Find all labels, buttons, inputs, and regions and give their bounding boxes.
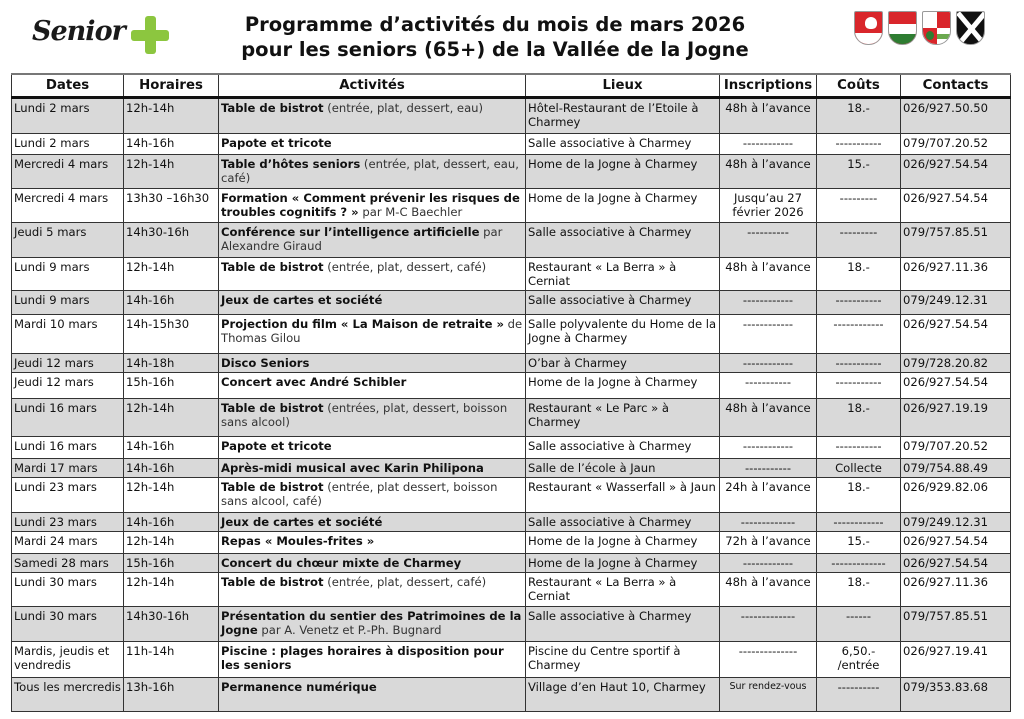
cell-activity: [219, 459, 526, 478]
cell-date: Lundi 2 mars: [12, 98, 124, 134]
table-row: [12, 459, 1011, 478]
cell-contact: 026/927.19.19: [901, 399, 1011, 437]
cell-place: Home de la Jogne à Charmey: [526, 554, 720, 573]
cell-activity: [219, 373, 526, 399]
column-header-couts: Coûts: [817, 74, 901, 98]
cell-time: 14h-16h: [124, 437, 219, 459]
column-header-inscriptions: Inscriptions: [720, 74, 817, 98]
activities-table: [11, 73, 1011, 712]
cell-contact: 079/757.85.51: [901, 223, 1011, 258]
cell-contact: 079/707.20.52: [901, 437, 1011, 459]
cell-registration: ----------: [720, 223, 817, 258]
cell-date: Jeudi 12 mars: [12, 373, 124, 399]
cell-date: Lundi 30 mars: [12, 607, 124, 642]
activity-title: Repas « Moules-frites »: [221, 534, 375, 548]
cell-time: 14h30-16h: [124, 607, 219, 642]
cell-cost: -----------: [817, 134, 901, 155]
cell-time: 12h-14h: [124, 399, 219, 437]
cell-registration: 48h à l’avance: [720, 573, 817, 607]
cell-place: Home de la Jogne à Charmey: [526, 532, 720, 554]
cell-cost: -----------: [817, 437, 901, 459]
cell-cost: ------: [817, 607, 901, 642]
cell-registration: 48h à l’avance: [720, 98, 817, 134]
cell-time: 11h-14h: [124, 642, 219, 678]
cell-activity: [219, 134, 526, 155]
table-row: [12, 98, 1011, 134]
table-row: [12, 315, 1011, 354]
cell-place: Salle associative à Charmey: [526, 607, 720, 642]
cell-cost: -----------: [817, 373, 901, 399]
cell-activity: [219, 607, 526, 642]
cell-contact: 079/754.88.49: [901, 459, 1011, 478]
cell-contact: 026/927.54.54: [901, 532, 1011, 554]
activity-details: (entrée, plat, dessert, café): [323, 575, 487, 589]
cell-date: Mardis, jeudis et vendredis: [12, 642, 124, 678]
cell-time: 15h-16h: [124, 373, 219, 399]
cell-cost: 18.-: [817, 573, 901, 607]
cell-registration: -------------: [720, 513, 817, 532]
crest-charmey-icon: [854, 11, 883, 45]
cell-time: 14h-16h: [124, 459, 219, 478]
cell-contact: 026/927.54.54: [901, 155, 1011, 189]
cell-activity: [219, 315, 526, 354]
cell-date: Lundi 9 mars: [12, 258, 124, 291]
cell-registration: ------------: [720, 315, 817, 354]
cell-contact: 026/927.54.54: [901, 189, 1011, 223]
activity-details: (entrée, plat, dessert, eau, café): [221, 157, 519, 185]
cell-date: Jeudi 5 mars: [12, 223, 124, 258]
crest-val-de-charmey-icon: [888, 11, 917, 45]
activity-title: Papote et tricote: [221, 136, 332, 150]
cell-time: 12h-14h: [124, 478, 219, 513]
cell-activity: [219, 478, 526, 513]
cell-cost: ---------: [817, 189, 901, 223]
cell-activity: [219, 532, 526, 554]
cell-place: Salle associative à Charmey: [526, 513, 720, 532]
column-header-horaires: Horaires: [124, 74, 219, 98]
table-row: [12, 642, 1011, 678]
cell-contact: 026/927.11.36: [901, 573, 1011, 607]
table-row: [12, 354, 1011, 373]
cell-activity: [219, 554, 526, 573]
cell-registration: ------------: [720, 554, 817, 573]
cell-time: 14h-18h: [124, 354, 219, 373]
cell-contact: 079/249.12.31: [901, 513, 1011, 532]
cell-place: Home de la Jogne à Charmey: [526, 155, 720, 189]
cell-contact: 026/927.54.54: [901, 554, 1011, 573]
table-row: [12, 134, 1011, 155]
cell-activity: [219, 155, 526, 189]
cell-time: 13h30 –16h30: [124, 189, 219, 223]
cell-registration: -------------: [720, 607, 817, 642]
activity-title: Jeux de cartes et société: [221, 293, 383, 307]
cell-time: 12h-14h: [124, 573, 219, 607]
cell-activity: [219, 189, 526, 223]
activity-details: de Thomas Gilou: [221, 317, 523, 345]
cell-date: Lundi 23 mars: [12, 478, 124, 513]
activity-title: Table de bistrot: [221, 401, 324, 415]
table-row: [12, 189, 1011, 223]
activity-title: Table d’hôtes seniors: [221, 157, 361, 171]
cell-place: Restaurant « La Berra » à Cerniat: [526, 573, 720, 607]
cell-activity: [219, 573, 526, 607]
cell-date: Jeudi 12 mars: [12, 354, 124, 373]
cell-contact: 079/353.83.68: [901, 678, 1011, 712]
senior-plus-logo: [28, 10, 173, 60]
cell-registration: ------------: [720, 354, 817, 373]
activity-title: Conférence sur l’intelligence artificielle: [221, 225, 480, 239]
cell-cost: 6,50.- /entrée: [817, 642, 901, 678]
cell-time: 12h-14h: [124, 98, 219, 134]
cell-registration: ------------: [720, 437, 817, 459]
crest-jaun-cerniat-icon: [922, 11, 951, 45]
cell-registration: 72h à l’avance: [720, 532, 817, 554]
table-row: [12, 399, 1011, 437]
cell-activity: [219, 354, 526, 373]
cell-cost: Collecte: [817, 459, 901, 478]
activity-title: Après-midi musical avec Karin Philipona: [221, 461, 484, 475]
cell-registration: Sur rendez-vous: [720, 678, 817, 712]
activity-details: (entrées, plat, dessert, boisson sans alcool): [221, 401, 508, 429]
activity-details: par Alexandre Giraud: [221, 225, 503, 253]
cell-registration: 48h à l’avance: [720, 258, 817, 291]
table-row: [12, 223, 1011, 258]
table-row: [12, 478, 1011, 513]
cell-registration: Jusqu’au 27 février 2026: [720, 189, 817, 223]
activity-title: Piscine : plages horaires à disposition pour les seniors: [221, 644, 504, 672]
cell-cost: 18.-: [817, 399, 901, 437]
cell-place: Salle associative à Charmey: [526, 223, 720, 258]
cell-activity: [219, 98, 526, 134]
activity-details: (entrée, plat dessert, boisson sans alcool, café): [221, 480, 498, 508]
cell-contact: 026/929.82.06: [901, 478, 1011, 513]
table-row: [12, 554, 1011, 573]
cell-date: Mardi 10 mars: [12, 315, 124, 354]
cell-contact: 026/927.54.54: [901, 315, 1011, 354]
cell-date: Mercredi 4 mars: [12, 189, 124, 223]
column-header-contacts: Contacts: [901, 74, 1011, 98]
cell-time: 12h-14h: [124, 258, 219, 291]
cell-contact: 026/927.50.50: [901, 98, 1011, 134]
activity-title: Papote et tricote: [221, 439, 332, 453]
cell-cost: -----------: [817, 291, 901, 315]
activity-details: par A. Venetz et P.-Ph. Bugnard: [257, 623, 442, 637]
cell-registration: 48h à l’avance: [720, 399, 817, 437]
activity-title: Projection du film « La Maison de retraite »: [221, 317, 504, 331]
logo-text: Senior: [32, 16, 125, 47]
cell-place: Home de la Jogne à Charmey: [526, 189, 720, 223]
cell-date: Lundi 2 mars: [12, 134, 124, 155]
cell-contact: 079/707.20.52: [901, 134, 1011, 155]
column-header-activites: Activités: [219, 74, 526, 98]
cell-activity: [219, 678, 526, 712]
cell-cost: 18.-: [817, 258, 901, 291]
plus-icon: [131, 16, 169, 54]
table-row: [12, 258, 1011, 291]
activity-title: Table de bistrot: [221, 575, 324, 589]
cell-date: Tous les mercredis: [12, 678, 124, 712]
cell-cost: 18.-: [817, 98, 901, 134]
cell-registration: 48h à l’avance: [720, 155, 817, 189]
activity-details: (entrée, plat, dessert, eau): [323, 101, 484, 115]
title-line-2: pour les seniors (65+) de la Vallée de la Jogne: [241, 38, 749, 61]
cell-date: Lundi 9 mars: [12, 291, 124, 315]
cell-place: Home de la Jogne à Charmey: [526, 373, 720, 399]
cell-time: 12h-14h: [124, 532, 219, 554]
cell-activity: [219, 399, 526, 437]
cell-date: Lundi 23 mars: [12, 513, 124, 532]
title-line-1: Programme d’activités du mois de mars 2026: [244, 13, 746, 36]
column-header-lieux: Lieux: [526, 74, 720, 98]
cell-contact: 079/757.85.51: [901, 607, 1011, 642]
cell-activity: [219, 642, 526, 678]
cell-time: 14h-16h: [124, 513, 219, 532]
activity-title: Jeux de cartes et société: [221, 515, 383, 529]
activity-title: Table de bistrot: [221, 480, 324, 494]
cell-contact: 079/249.12.31: [901, 291, 1011, 315]
cell-cost: 15.-: [817, 155, 901, 189]
table-row: [12, 155, 1011, 189]
activity-details: par M-C Baechler: [358, 205, 463, 219]
table-row: [12, 373, 1011, 399]
cell-time: 14h-16h: [124, 134, 219, 155]
cell-cost: 18.-: [817, 478, 901, 513]
cell-cost: ----------: [817, 678, 901, 712]
cell-activity: [219, 291, 526, 315]
cell-place: Restaurant « Wasserfall » à Jaun: [526, 478, 720, 513]
cell-contact: 026/927.19.41: [901, 642, 1011, 678]
cell-activity: [219, 437, 526, 459]
column-header-dates: Dates: [12, 74, 124, 98]
activity-details: (entrée, plat, dessert, café): [323, 260, 487, 274]
cell-place: Restaurant « Le Parc » à Charmey: [526, 399, 720, 437]
cell-place: O’bar à Charmey: [526, 354, 720, 373]
cell-time: 14h30-16h: [124, 223, 219, 258]
cell-date: Lundi 30 mars: [12, 573, 124, 607]
cell-place: Piscine du Centre sportif à Charmey: [526, 642, 720, 678]
cell-place: Salle de l’école à Jaun: [526, 459, 720, 478]
cell-cost: ------------: [817, 513, 901, 532]
activity-title: Concert avec André Schibler: [221, 375, 407, 389]
cell-contact: 026/927.54.54: [901, 373, 1011, 399]
table-row: [12, 437, 1011, 459]
table-row: [12, 607, 1011, 642]
cell-activity: [219, 223, 526, 258]
cell-time: 13h-16h: [124, 678, 219, 712]
cell-registration: ------------: [720, 291, 817, 315]
cell-registration: -----------: [720, 373, 817, 399]
activity-title: Formation « Comment prévenir les risques de troubles cognitifs ? »: [221, 191, 520, 219]
cell-place: Restaurant « La Berra » à Cerniat: [526, 258, 720, 291]
cell-cost: -----------: [817, 354, 901, 373]
cell-place: Salle polyvalente du Home de la Jogne à Charmey: [526, 315, 720, 354]
table-row: [12, 291, 1011, 315]
cell-date: Mercredi 4 mars: [12, 155, 124, 189]
cell-place: Village d’en Haut 10, Charmey: [526, 678, 720, 712]
cell-time: 15h-16h: [124, 554, 219, 573]
cell-contact: 079/728.20.82: [901, 354, 1011, 373]
table-row: [12, 513, 1011, 532]
cell-registration: ------------: [720, 134, 817, 155]
activity-title: Permanence numérique: [221, 680, 377, 694]
cell-date: Lundi 16 mars: [12, 399, 124, 437]
cell-cost: ---------: [817, 223, 901, 258]
cell-time: 14h-16h: [124, 291, 219, 315]
cell-place: Salle associative à Charmey: [526, 437, 720, 459]
cell-time: 14h-15h30: [124, 315, 219, 354]
table-header-row: [12, 74, 1011, 98]
cell-place: Salle associative à Charmey: [526, 134, 720, 155]
table-row: [12, 573, 1011, 607]
cell-place: Hôtel-Restaurant de l’Etoile à Charmey: [526, 98, 720, 134]
table-row: [12, 532, 1011, 554]
cell-cost: ------------: [817, 315, 901, 354]
cell-place: Salle associative à Charmey: [526, 291, 720, 315]
cell-cost: 15.-: [817, 532, 901, 554]
activity-title: Présentation du sentier des Patrimoines de la Jogne: [221, 609, 522, 637]
cell-registration: 24h à l’avance: [720, 478, 817, 513]
cell-date: Mardi 24 mars: [12, 532, 124, 554]
table-row: [12, 678, 1011, 712]
cell-cost: -------------: [817, 554, 901, 573]
page-title: [200, 12, 790, 62]
activity-title: Disco Seniors: [221, 356, 310, 370]
cell-activity: [219, 513, 526, 532]
cell-activity: [219, 258, 526, 291]
cell-registration: -----------: [720, 459, 817, 478]
municipal-crests: [854, 11, 985, 45]
activity-title: Concert du chœur mixte de Charmey: [221, 556, 462, 570]
cell-date: Samedi 28 mars: [12, 554, 124, 573]
crest-black-cross-icon: [956, 11, 985, 45]
cell-date: Mardi 17 mars: [12, 459, 124, 478]
cell-time: 12h-14h: [124, 155, 219, 189]
cell-date: Lundi 16 mars: [12, 437, 124, 459]
cell-contact: 026/927.11.36: [901, 258, 1011, 291]
cell-registration: --------------: [720, 642, 817, 678]
activity-title: Table de bistrot: [221, 101, 324, 115]
activity-title: Table de bistrot: [221, 260, 324, 274]
